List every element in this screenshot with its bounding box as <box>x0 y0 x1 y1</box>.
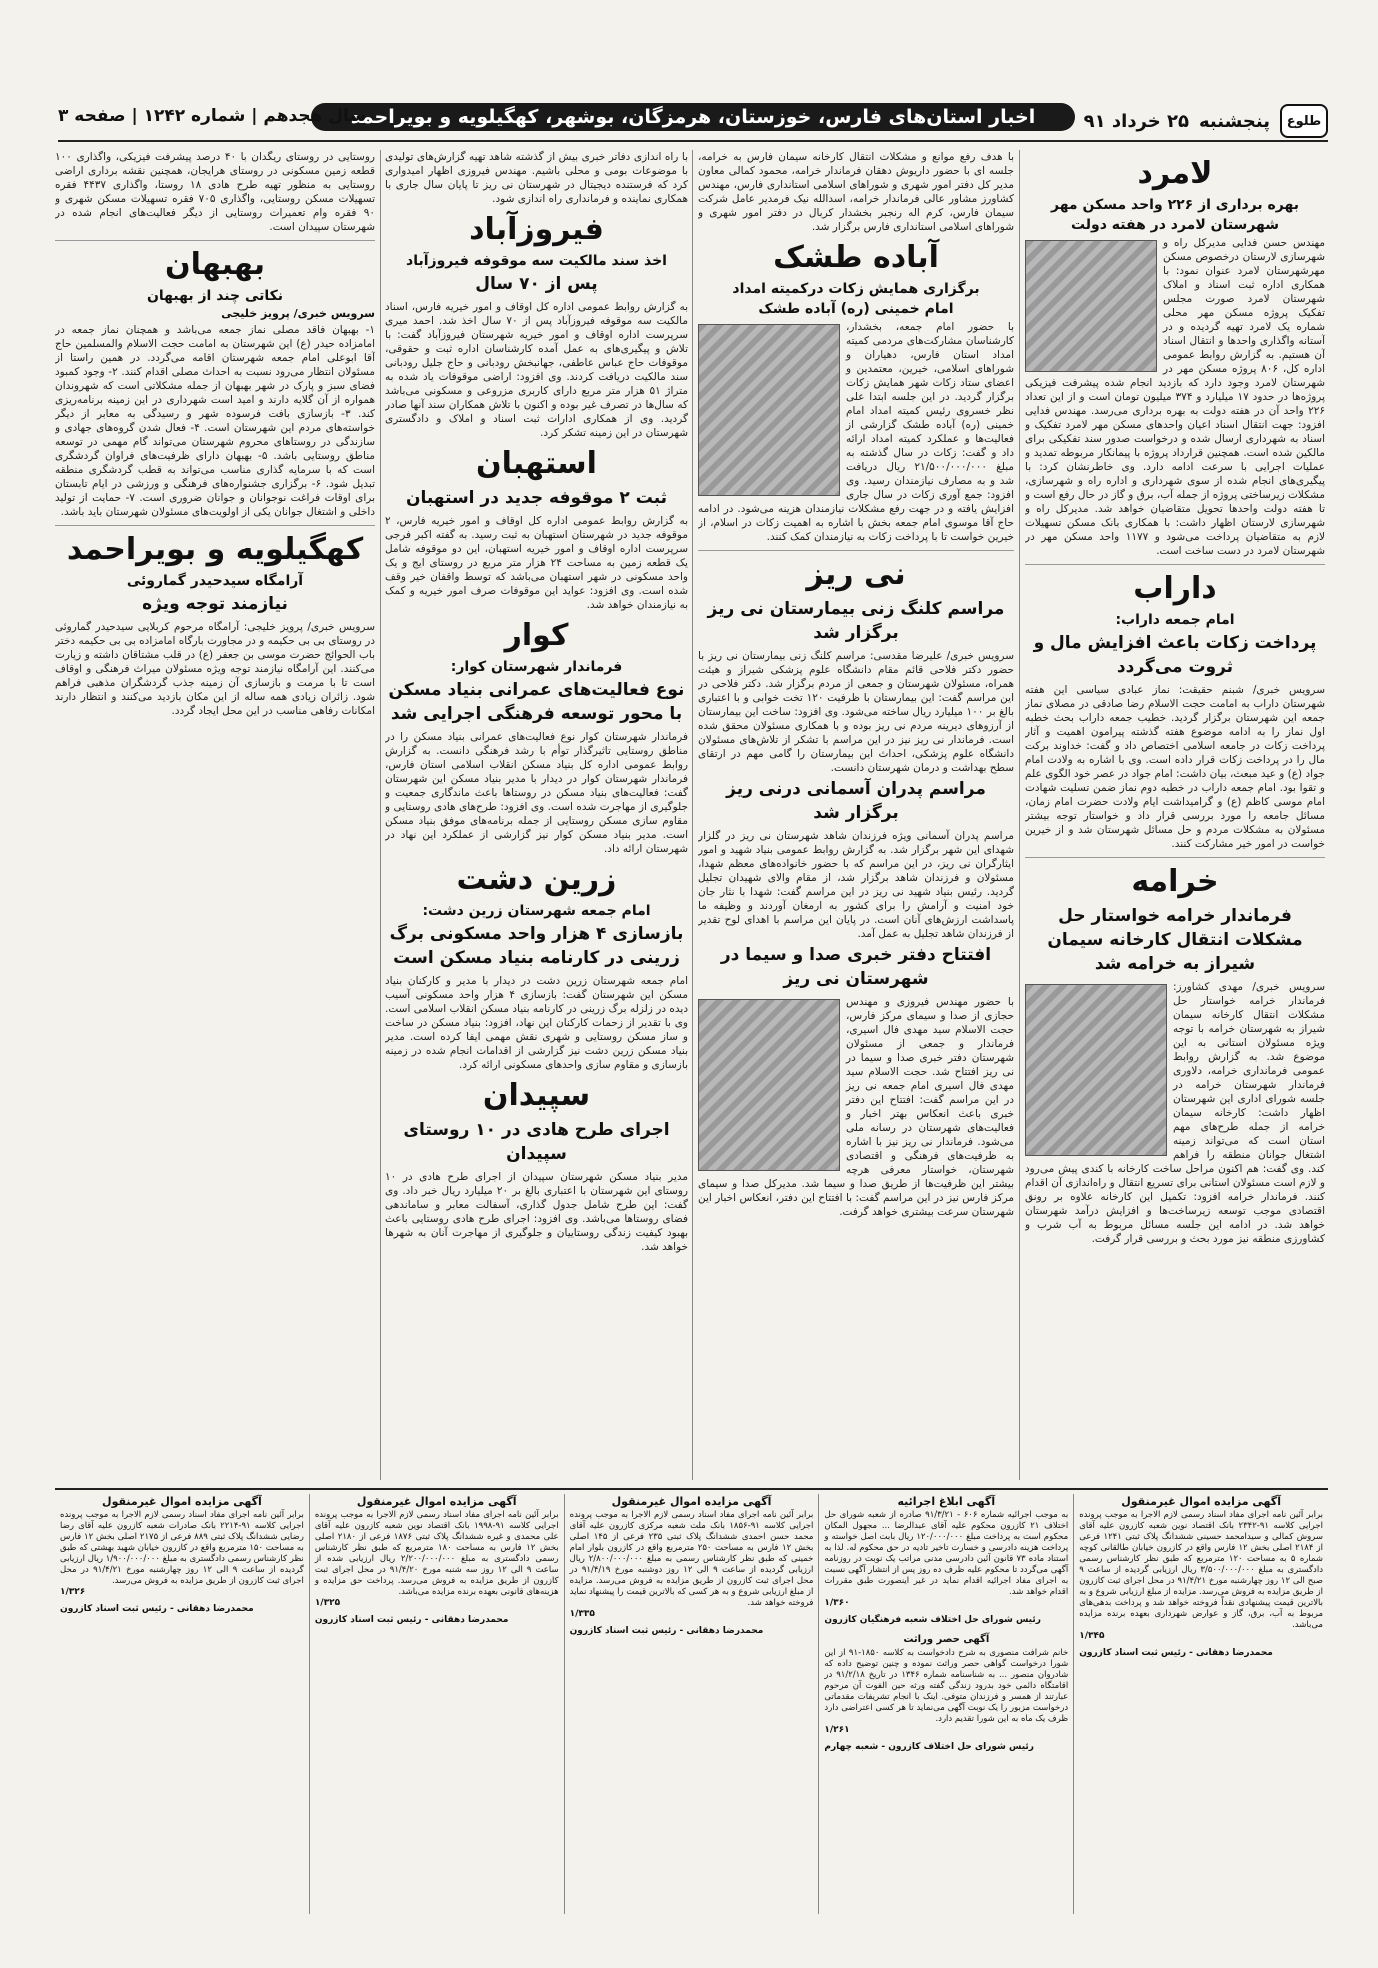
article-headline: امام خمینی (ره) آباده طشک <box>758 301 954 317</box>
newspaper-logo: طلوع <box>1280 104 1328 138</box>
article-city: فیروزآباد <box>469 212 604 247</box>
article-headline: پرداخت زکات باعث افزایش مال و ثروت می‌گردد <box>1033 633 1317 677</box>
article-body: با حضور مهندس فیروزی و مهندس حجازی از صدا و سیمای مرکز فارس، حجت الاسلام سید مهدی فال اسیری، فرماندار و جمعی از مسئولان شهرستان دفتر خبری صدا و سیما در نی ریز افتتاح شد. حجت الاسلام سید مهدی فال اسیری امام جمعه نی ریز در این مراسم گفت: افتتاح این دفتر خبری باعث انعکاس بهتر اخبار و فعالیت‌های شهرستان در رسانه ملی می‌شود. فرماندار نی ریز نیز با اشاره به ظرفیت‌های فرهنگی و اقتصادی شهرستان، خواستار معرفی هرچه بیشتر این ظرفیت‌ها از طریق صدا و سیما شد. مدیرکل صدا و سیمای مرکز فارس نیز در این مراسم گفت: با افتتاح این دفتر، انعکاس اخبار این شهرستان سرعت بیشتری خواهد گرفت. <box>698 996 1014 1218</box>
column-divider <box>1019 150 1020 1480</box>
article-kicker: بهره برداری از ۲۲۶ واحد مسکن مهر <box>1050 197 1299 213</box>
header-issue <box>58 106 366 126</box>
article-kicker: نکاتی چند از بهبهان <box>146 288 284 304</box>
article-body: مراسم پدران آسمانی ویژه فرزندان شاهد شهرستان نی ریز در گلزار شهدای این شهر برگزار شد. به گزارش روابط عمومی بنیاد شهید و امور ایثارگران نی ریز، در این مراسم که با حضور خانواده‌های معظم شهدا، مسئولان و فرزندان شاهد برگزار شد، از مقام والای شهیدان تجلیل گردید. رئیس بنیاد شهید نی ریز در این مراسم گفت: شهدا با نثار جان خود امنیت و آرامش را برای کشور به ارمغان آوردند و وظیفه ما پاسداشت ارزش‌های آنان است. در پایان این مراسم با اهدای لوح تقدیر از فرزندان شاهد تجلیل به عمل آمد. <box>698 830 1014 940</box>
article-city: زرین دشت <box>456 862 617 897</box>
article-body: سرویس خبری/ علیرضا مقدسی: مراسم کلنگ زنی بیمارستان نی ریز با حضور دکتر فلاحی قائم مقام دانشگاه علوم پزشکی شیراز و هیئت همراه، مسئولان شهرستان و جمعی از مردم برگزار شد. دکتر فلاحی در این مراسم گفت: این بیمارستان با ظرفیت ۱۲۰ تخت خوابی و با اعتباری بالغ بر ۱۰۰ میلیارد ریال ساخته می‌شود. وی افزود: ساخت این بیمارستان از آرزوهای دیرینه مردم نی ریز بوده و با همکاری مسئولان محقق شده است. فرماندار نی ریز نیز در این مراسم با تشکر از تلاش‌های مسئولان دانشگاه علوم پزشکی، احداث این بیمارستان را گامی مهم در ارتقای سطح بهداشت و درمان شهرستان دانست. <box>698 650 1014 774</box>
article-body: سرویس خبری/ مهدی کشاورز: فرماندار خرامه خواستار حل مشکلات انتقال کارخانه سیمان شیراز به شهرستان خرامه با توجه ویژه مسئولان استانی به این موضوع شد. به گزارش روابط عمومی فرمانداری خرامه، دلاوری فرماندار شهرستان خرامه در جلسه شورای اداری این شهرستان اظهار داشت: کارخانه سیمان خرامه از جمله طرح‌های مهم استان است که می‌تواند زمینه اشتغال جوانان منطقه را فراهم کند. وی گفت: هم اکنون مراحل ساخت کارخانه با کندی پیش می‌رود و لازم است مسئولان استانی برای تسریع انتقال و راه‌اندازی آن اقدام کنند. فرماندار خرامه افزود: تکمیل این کارخانه علاوه بر رونق اقتصادی موجب توسعه زیرساخت‌ها و افزایش درآمد شهرستان خواهد شد. در ادامه این جلسه مسائل مربوط به آب شرب و کشاورزی منطقه نیز مورد بحث و بررسی قرار گرفت. <box>1025 981 1325 1245</box>
article-kicker: امام جمعه شهرستان زرین دشت: <box>422 903 651 919</box>
article-city: کهگیلویه و بویراحمد <box>66 532 364 567</box>
legal-ad <box>309 1494 564 1914</box>
ad-title: آگهی مزایده اموال غیرمنقول <box>1121 1495 1281 1508</box>
article-body: به گزارش روابط عمومی اداره کل اوقاف و امور خیریه فارس، اسناد مالکیت سه موقوفه فیروزآباد پس از ۷۰ سال اخذ شد. احمد میری سرپرست اداره اوقاف و امور خیریه شهرستان فیروزآباد گفت: با تلاش و پیگیری‌های به عمل آمده کارشناسان اداره ثبت و حقوقی، موقوفات حاج عباس عاطفی، جهانبخش رودبانی و حاج جلیل رودبانی سند مالکیت دریافت کردند. وی افزود: اراضی موقوفات یاد شده به متراژ ۵۱ هزار متر مربع دارای کاربری مزروعی و مسکونی می‌باشد که سال‌ها در تصرف غیر بوده و اکنون با تلاش همکاران سند آنها صادر گردید. وی از همکاری ادارات ثبت اسناد و املاک و دادگستری شهرستان در این زمینه تشکر کرد. <box>385 301 688 439</box>
ad-signature: محمدرضا دهقانی - رئیس ثبت اسناد کازرون <box>60 1604 254 1614</box>
legal-ad <box>564 1494 819 1914</box>
meeting-photo <box>1025 984 1167 1156</box>
article-body: ۱- بهبهان فاقد مصلی نماز جمعه می‌باشد و همچنان نماز جمعه در امامزاده حیدر (ع) این شهرستان به امامت حجت الاسلام والمسلمین حاج آقا ابوعلی امام جمعه شهرستان اقامه می‌گردد. در همین راستا از مسئولان انتظار می‌رود نسبت به احداث مصلی اقدام کنند. ۲- وجود کمبود فضای سبز و پارک در شهر بهبهان از جمله مشکلاتی است که شهروندان همواره از آن گلایه دارند و امید است شهرداری در این زمینه برنامه‌ریزی کند. ۳- بازسازی بافت فرسوده شهر و رسیدگی به معابر از دیگر خواسته‌های مردم این شهرستان است. ۴- فعال شدن گروه‌های جهادی و سازندگی در روستاهای محروم شهرستان می‌تواند گام مهمی در توسعه مناطق روستایی باشد. ۵- بهبهان دارای ظرفیت‌های فراوان گردشگری است که با سرمایه گذاری مناسب می‌تواند به قطب گردشگری منطقه تبدیل شود. ۶- برگزاری جشنواره‌های فرهنگی و ورزشی در ایام تابستان برای اوقات فراغت نوجوانان و جوانان ضروری است. ۷- حمایت از تولید داخلی و اشتغال جوانان یکی از اولویت‌های مسئولان شهرستان باید باشد. <box>55 324 375 518</box>
ad-code: ۱/۳۳۵ <box>569 1609 595 1619</box>
ad-signature: محمدرضا دهقانی - رئیس ثبت اسناد کازرون <box>569 1626 764 1636</box>
article-city: آباده طشک <box>773 240 939 275</box>
article-body: با راه اندازی دفاتر خبری بیش از گذشته شاهد تهیه گزارش‌های تولیدی با موضوعات بومی و محلی باشیم. مهندس فیروزی اظهار امیدواری کرد که فرستنده دیجیتال در شهرستان نی ریز تا پایان سال جاری با همکاری نماینده و فرمانداری راه اندازی شود. <box>385 151 688 205</box>
article-body: مدیر بنیاد مسکن شهرستان سپیدان از اجرای طرح هادی در ۱۰ روستای این شهرستان با اعتباری بالغ بر ۲۰ میلیارد ریال خبر داد. وی گفت: این طرح شامل جدول گذاری، آسفالت معابر و ساماندهی فضای روستاها می‌باشد. وی افزود: اجرای طرح هادی روستایی باعث بهبود کیفیت زندگی روستاییان و جلوگیری از مهاجرت آنان به شهرها خواهد شد. <box>385 1171 688 1253</box>
article-headline: نیازمند توجه ویژه <box>142 594 288 614</box>
article-headline: شهرستان لامرد در هفته دولت <box>1070 217 1280 233</box>
ad-title: آگهی مزایده اموال غیرمنقول <box>102 1495 262 1508</box>
article-city: داراب <box>1133 571 1217 606</box>
ad-body: برابر آئین نامه اجرای مفاد اسناد رسمی لازم الاجرا به موجب پرونده اجرایی کلاسه ۹۱-۱۸۵۶ بانک ملت شعبه مرکزی کازرون علیه آقای محمد حسن احمدی ششدانگ پلاک ثبتی ۲۳۵ فرعی از ۱۴۵ اصلی بخش ۱۲ فارس به مساحت ۲۵۰ مترمربع واقع در کازرون بلوار امام خمینی که طبق نظر کارشناس رسمی به مبلغ ۲/۸۰۰/۰۰۰/۰۰۰ ریال ارزیابی گردیده از ساعت ۹ الی ۱۲ روز دوشنبه مورخ ۹۱/۴/۱۹ در محل اجرای ثبت کازرون از طریق مزایده به فروش می‌رسد. مزایده از مبلغ ارزیابی شروع و به هر کسی که بالاترین قیمت را پیشنهاد نماید فروخته خواهد شد. <box>569 1510 814 1608</box>
article-body: با حضور امام جمعه، بخشدار، کارشناسان مشارکت‌های مردمی کمیته امداد استان فارس، دهیاران و شوراهای اسلامی، خیرین، معتمدین و اعضای ستاد زکات شهر همایش زکات برگزار گردید. در این جلسه ابتدا علی نظر خسروی رئیس کمیته امداد امام خمینی (ره) آباده طشک گزارشی از فعالیت‌ها و عملکرد کمیته امداد ارائه داد و گفت: زکات در سال گذشته به مبلغ ۲۱/۵۰۰/۰۰۰/۰۰۰ ریال دریافت شد و به مصارف نیازمندان رسید. وی افزود: جمع آوری زکات در سال جاری افزایش یافته و در جهت رفع مشکلات نیازمندان هزینه می‌شود. در ادامه حاج آقا موسوی امام جمعه بخش با اشاره به اهمیت زکات در اسلام، از خیرین خواست تا با پرداخت زکات به نیازمندان کمک کنند. <box>698 321 1014 543</box>
ad-body: برابر آئین نامه اجرای مفاد اسناد رسمی لازم الاجرا به موجب پرونده اجرایی کلاسه ۹۱-۲۲۱۴ بانک صادرات شعبه کازرون علیه آقای رضا رضایی ششدانگ پلاک ثبتی ۸۸۹ فرعی از ۲۱۷۵ اصلی بخش ۱۲ فارس به مساحت ۱۵۰ مترمربع واقع در کازرون خیابان شهید بهشتی که طبق نظر کارشناس رسمی دادگستری به مبلغ ۱/۹۰۰/۰۰۰/۰۰۰ ریال ارزیابی گردیده از ساعت ۹ الی ۱۲ روز چهارشنبه مورخ ۹۱/۴/۲۱ در محل اجرای ثبت کازرون از طریق مزایده به فروش می‌رسد. <box>60 1510 304 1586</box>
ad-code: ۱/۲۶۱ <box>824 1725 850 1735</box>
header-date: ۲۵ خرداد ۹۱ <box>1083 110 1189 132</box>
article-byline: سرویس خبری/ پرویز خلیجی <box>221 307 375 320</box>
column-divider <box>692 150 693 1480</box>
column-1 <box>1025 150 1325 1480</box>
article-kicker: آرامگاه سیدحیدر گماروئی <box>126 573 304 589</box>
ad-title: آگهی مزایده اموال غیرمنقول <box>611 1495 772 1508</box>
article-headline: افتتاح دفتر خبری صدا و سیما در شهرستان نی ریز <box>720 945 992 989</box>
article-headline: ثبت ۲ موقوفه جدید در استهبان <box>405 488 668 508</box>
article-headline: اجرای طرح هادی در ۱۰ روستای سپیدان <box>403 1120 670 1164</box>
ad-body: برابر آئین نامه اجرای مفاد اسناد رسمی لازم الاجرا به موجب پرونده اجرایی کلاسه ۹۱-۲۳۴۲ بانک اقتصاد نوین شعبه کازرون علیه آقای سروش کمالی و سیدامحمد حسینی ششدانگ پلاک ثبتی ۱۲۴۱ فرعی از ۲۱۸۴ اصلی بخش ۱۲ فارس واقع در کازرون خیابان طالقانی کوچه شماره ۵ به مساحت ۱۲۰ مترمربع که طبق نظر کارشناس رسمی دادگستری به مبلغ ۳/۵۰۰/۰۰۰/۰۰۰ ریال ارزیابی گردیده از ساعت ۹ صبح الی ۱۲ روز چهارشنبه مورخ ۹۱/۴/۲۱ در محل اجرای ثبت کازرون از طریق مزایده به فروش می‌رسد. مزایده از مبلغ ارزیابی شروع و به بالاترین قیمت پیشنهادی نقداً فروخته خواهد شد و پرداخت بدهی‌های مربوط به آب، برق، گاز و عوارض شهرداری بعهده برنده مزایده می‌باشد. <box>1079 1510 1323 1630</box>
article-body: امام جمعه شهرستان زرین دشت در دیدار با مدیر و کارکنان بنیاد مسکن این شهرستان گفت: بازسازی ۴ هزار واحد مسکونی آسیب دیده در زلزله برگ زرینی در کارنامه بنیاد مسکن انقلاب اسلامی است. وی با تقدیر از زحمات کارکنان این نهاد، افزود: بنیاد مسکن در ساخت و ساز مسکن روستایی و شهری نقش مهمی ایفا کرده است. مدیر بنیاد مسکن زرین دشت نیز گزارشی از اقدامات انجام شده در زمینه بازسازی و مقاوم سازی واحدهای مسکونی ارائه کرد. <box>385 975 688 1071</box>
ad-title: آگهی حصر وراثت <box>903 1634 990 1645</box>
ad-body: به موجب اجرائیه شماره ۶۰۶ - ۹۱/۳/۲۱ صادره از شعبه شورای حل اختلاف ۲۱ کازرون محکوم علیه آقای عبدالرضا ... مجهول المکان محکوم است به پرداخت مبلغ ۱۲۰/۰۰۰/۰۰۰ ریال بابت اصل خواسته و پرداخت هزینه دادرسی و خسارت تاخیر تادیه در حق محکوم له. لذا به استناد ماده ۷۳ قانون آئین دادرسی مدنی مراتب یک نوبت در روزنامه آگهی می‌گردد تا محکوم علیه ظرف ده روز پس از انتشار آگهی نسبت به اجرای مفاد اجرائیه اقدام نماید در غیر اینصورت طبق مقررات اقدام خواهد شد. <box>824 1510 1069 1597</box>
issue-info: سال هجدهم | شماره ۱۲۴۲ | صفحه ۳ <box>58 106 367 126</box>
divider <box>1025 857 1325 858</box>
article-body: به گزارش روابط عمومی اداره کل اوقاف و امور خیریه فارس، ۲ موقوفه جدید در شهرستان استهبان به ثبت رسید. به گفته اکبر فرجی سرپرست اداره اوقاف و امور خیریه استهبان، این دو موقوفه شامل یک قطعه زمین به مساحت ۲۴ هزار متر مربع در روستای ایج و یک واحد مسکونی در شهر استهبان می‌باشد که توسط واقفان خیر وقف شده است. وی افزود: عواید این موقوفات صرف امور خیریه و کمک به نیازمندان خواهد شد. <box>385 515 688 611</box>
ad-signature: رئیس شورای حل اختلاف کازرون - شعبه چهارم <box>824 1742 1034 1752</box>
divider <box>1025 564 1325 565</box>
divider <box>698 550 1014 551</box>
article-body: روستایی در روستای ریگدان با ۴۰ درصد پیشرفت فیزیکی، واگذاری ۱۰۰ قطعه زمین مسکونی در روستای هرایجان، همچنین نقشه برداری اراضی روستایی به منظور تهیه طرح هادی ۱۸ روستا، واگذاری ۴۴۳۷ فقره تسهیلات مسکن روستایی، واگذاری ۷۰۵ فقره تسهیلات مسکن شهری و ۹۰ فقره وام تعمیرات روستایی از دیگر فعالیت‌های انجام شده در شهرستان سپیدان است. <box>55 151 375 233</box>
ad-signature: محمدرضا دهقانی - رئیس ثبت اسناد کازرون <box>1079 1648 1273 1658</box>
ad-code: ۱/۳۴۵ <box>1079 1631 1105 1641</box>
article-city: کوار <box>504 618 569 653</box>
column-4 <box>55 150 375 1480</box>
portrait-photo <box>1025 240 1157 372</box>
ad-signature: محمدرضا دهقانی - رئیس ثبت اسناد کازرون <box>314 1615 509 1625</box>
article-city: نی ریز <box>806 557 906 592</box>
article-city: استهبان <box>476 446 597 481</box>
article-body: فرماندار شهرستان کوار نوع فعالیت‌های عمرانی بنیاد مسکن را در مناطق روستایی تاثیرگذار توأم با رشد فرهنگی دانست. به گزارش روابط عمومی اداره کل بنیاد مسکن انقلاب اسلامی استان فارس، فرماندار شهرستان کوار در دیدار با مدیر بنیاد مسکن این شهرستان گفت: فعالیت‌های بنیاد مسکن در روستاها باعث ماندگاری جمعیت و جلوگیری از مهاجرت شده است. وی افزود: طرح‌های هادی روستایی و مقاوم سازی مسکن روستایی از جمله برنامه‌های موفق بنیاد مسکن است. مدیر بنیاد مسکن کوار نیز گزارشی از عملکرد این نهاد در شهرستان ارائه داد. <box>385 731 688 855</box>
legal-ads-band <box>55 1494 1328 1914</box>
page-header <box>58 100 1328 134</box>
article-headline: مراسم پدران آسمانی درنی ریز برگزار شد <box>726 779 986 823</box>
article-city: سپیدان <box>482 1078 591 1113</box>
article-body: سرویس خبری/ پرویز خلیجی: آرامگاه مرحوم کربلایی سیدحیدر گماروئی در روستای بی بی حکیمه و در مجاورت بارگاه امامزاده بی بی حکیمه دختر باب الحوائج حضرت موسی بن جعفر (ع) در قلب مشتاقان داشته و زیارت می‌کنند. این آرامگاه نیازمند توجه ویژه مسئولان میراث فرهنگی و اوقاف است تا با مرمت و بازسازی آن زمینه جذب گردشگران مذهبی فراهم شود. زائران زیادی همه ساله از این مکان بازدید می‌کنند و انتظار دارند امکانات رفاهی مناسب در این محل ایجاد گردد. <box>55 621 375 717</box>
article-city: خرامه <box>1131 864 1219 899</box>
ad-code: ۱/۳۲۶ <box>60 1587 86 1597</box>
article-headline: مراسم کلنگ زنی بیمارستان نی ریز برگزار شد <box>707 599 1005 643</box>
article-kicker: فرماندار شهرستان کوار: <box>450 659 623 675</box>
article-body: مهندس حسن فدایی مدیرکل راه و شهرسازی لارستان درخصوص مسکن مهرشهرستان لامرد عنوان نمود: با همکاری اداره ثبت اسناد و املاک شهرستان لامرد صورت مجلس تفکیک پروژه مسکن مهر محلی شماره یک لامرد تهیه گردیده و در آستانه واگذاری واحدها و انتقال اسناد آن هستیم. به گزارش روابط عمومی اداره کل، ۸۰۶ پروژه مسکن مهر در شهرستان لامرد وجود دارد که بازدید انجام شده پیشرفت فیزیکی پروژه‌ها در حدود ۱۷ میلیارد و ۳۷۴ میلیون تومان است و از این تعداد ۲۲۶ واحد آن در هفته دولت به بهره برداری می‌رسد. مهندس فدایی افزود: جهت انتقال اسناد اعیان واحدهای مسکن مهر لامرد تفکیک و اسناد به شهرداری ارسال شده و درخواست صدور سند تفکیکی برای مالکین شده است. همچنین قرارداد پروژه با پیمانکار مربوطه تمدید و عملیات اجرایی با سرعت ادامه دارد. وی خاطرنشان کرد: با پیگیری‌های انجام شده از سوی شهرداری و اداره راه و شهرسازی، مشکلات زیرساختی پروژه از جمله آب، برق و گاز در حال رفع است و تا هفته دولت واحدها تحویل متقاضیان خواهد شد. مدیرکل راه و شهرسازی لارستان اظهار داشت: با همکاری بانک مسکن تسهیلات لازم به متقاضیان پرداخت می‌شود و ۱۱۷۷ واحد مسکن مهر در شهرستان لامرد در دست ساخت است. <box>1025 237 1325 557</box>
column-2 <box>698 150 1014 1480</box>
header-day: پنجشنبه <box>1198 110 1270 132</box>
legal-ad <box>818 1494 1073 1914</box>
ad-title: آگهی مزایده اموال غیرمنقول <box>356 1495 517 1508</box>
legal-ad <box>1073 1494 1328 1914</box>
article-kicker: اخذ سند مالکیت سه موقوفه فیروزآباد <box>406 253 667 269</box>
ceremony-photo <box>698 324 840 496</box>
article-city: بهبهان <box>165 247 265 282</box>
ad-code: ۱/۳۲۵ <box>314 1598 341 1608</box>
ad-body: خانم شرافت منصوری به شرح دادخواست به کلاسه ۱۸۵۰-۹۱ از این شورا درخواست گواهی حصر وراثت نموده و چنین توضیح داده که شادروان منصور ... به شناسنامه شماره ۱۳۴۶ در تاریخ ۹۱/۲/۱۸ در اقامتگاه دائمی خود بدرود زندگی گفته ورثه حین الفوت آن مرحوم عبارتند از همسر و فرزندان متوفی. اینک با انجام تشریفات مقدماتی درخواست مزبور را یک نوبت آگهی می‌نماید تا هر کسی اعتراضی دارد ظرف یک ماه به این شورا تقدیم دارد. <box>824 1648 1069 1724</box>
legal-ad <box>55 1494 309 1914</box>
section-title: اخبار استان‌های فارس، خوزستان، هرمزگان، بوشهر، کهگیلویه و بویراحمد <box>311 103 1075 131</box>
article-body: با هدف رفع موانع و مشکلات انتقال کارخانه سیمان فارس به خرامه، جلسه ای با حضور داریوش دهقان فرماندار خرامه، محمود کمالی معاون مدیر کل دفتر امور شهری و شوراهای اسلامی استانداری فارس، مهندس کشاورز مشاور عالی فرماندار خرامه، اسدالله نیک فرمدیر عامل شرکت سیمان فارس، کرم اله رنجبر بخشدار کربال در دفتر امور شهری و شوراهای اسلامی استانداری فارس برگزار شد. <box>698 151 1014 233</box>
column-3 <box>385 150 688 1480</box>
article-city: لامرد <box>1137 156 1213 191</box>
ribbon-cutting-photo <box>698 999 840 1171</box>
column-divider <box>380 150 381 1480</box>
article-body: سرویس خبری/ شبنم حقیقت: نماز عبادی سیاسی این هفته شهرستان داراب به امامت حجت الاسلام رضا صادقی در مصلای نماز جمعه این شهرستان برگزار گردید. خطیب جمعه داراب بحث خطبه اول نماز را به ادامه موضوع هفته گذشته پیرامون اهمیت و آثار پرداخت زکات در جامعه اسلامی اختصاص داد و گفت: خداوند برکت مال را در پرداخت زکات قرار داده است. وی با اشاره به ولادت امام جواد (ع) و عید مبعث، بیان داشت: امام جواد در عصر خود الگوی علم و تقوا بود. امام جمعه داراب در خطبه دوم نماز ضمن تسلیت شهادت امام موسی کاظم (ع) و گرامیداشت ایام ولادت حضرت امام زمان، مسائل جامعه را مورد بررسی قرار داد و خواستار توجه بیشتر مسئولان به مشکلات مردم و حل مسائل شهرستان شد و از خیرین خواست در امور خیر مشارکت کنند. <box>1025 684 1325 850</box>
ad-body: برابر آئین نامه اجرای مفاد اسناد رسمی لازم الاجرا به موجب پرونده اجرایی کلاسه ۹۱-۱۹۹۸ بانک اقتصاد نوین شعبه کازرون علیه آقای علی محمدی و غیره ششدانگ پلاک ثبتی ۱۸۷۶ فرعی از ۲۱۸۰ اصلی بخش ۱۲ فارس به مساحت ۱۸۰ مترمربع که طبق نظر کارشناس رسمی دادگستری به مبلغ ۲/۲۰۰/۰۰۰/۰۰۰ ریال ارزیابی شده از ساعت ۹ الی ۱۲ روز سه شنبه مورخ ۹۱/۴/۲۰ در محل اجرای ثبت کازرون از طریق مزایده به فروش می‌رسد. پرداخت حق مزایده و هزینه‌های قانونی بعهده برنده مزایده می‌باشد. <box>314 1510 559 1597</box>
header-rule <box>58 140 1328 142</box>
divider <box>55 525 375 526</box>
article-headline: پس از ۷۰ سال <box>475 274 598 294</box>
article-headline: نوع فعالیت‌های عمرانی بنیاد مسکن با محور توسعه فرهنگی اجرایی شد <box>388 680 685 724</box>
ad-signature: رئیس شورای حل اختلاف شعبه فرهنگیان کازرون <box>824 1615 1041 1625</box>
article-kicker: برگزاری همایش زکات درکمیته امداد <box>732 281 980 297</box>
divider <box>55 240 375 241</box>
ad-code: ۱/۳۶۰ <box>824 1598 850 1608</box>
article-kicker: امام جمعه داراب: <box>1115 612 1235 628</box>
ads-rule <box>55 1488 1328 1490</box>
article-headline: فرماندار خرامه خواستار حل مشکلات انتقال کارخانه سیمان شیراز به خرامه شد <box>1047 906 1303 974</box>
ad-title: آگهی ابلاغ اجرائیه <box>897 1495 996 1508</box>
article-headline: بازسازی ۴ هزار واحد مسکونی برگ زرینی در کارنامه بنیاد مسکن است <box>389 924 684 968</box>
